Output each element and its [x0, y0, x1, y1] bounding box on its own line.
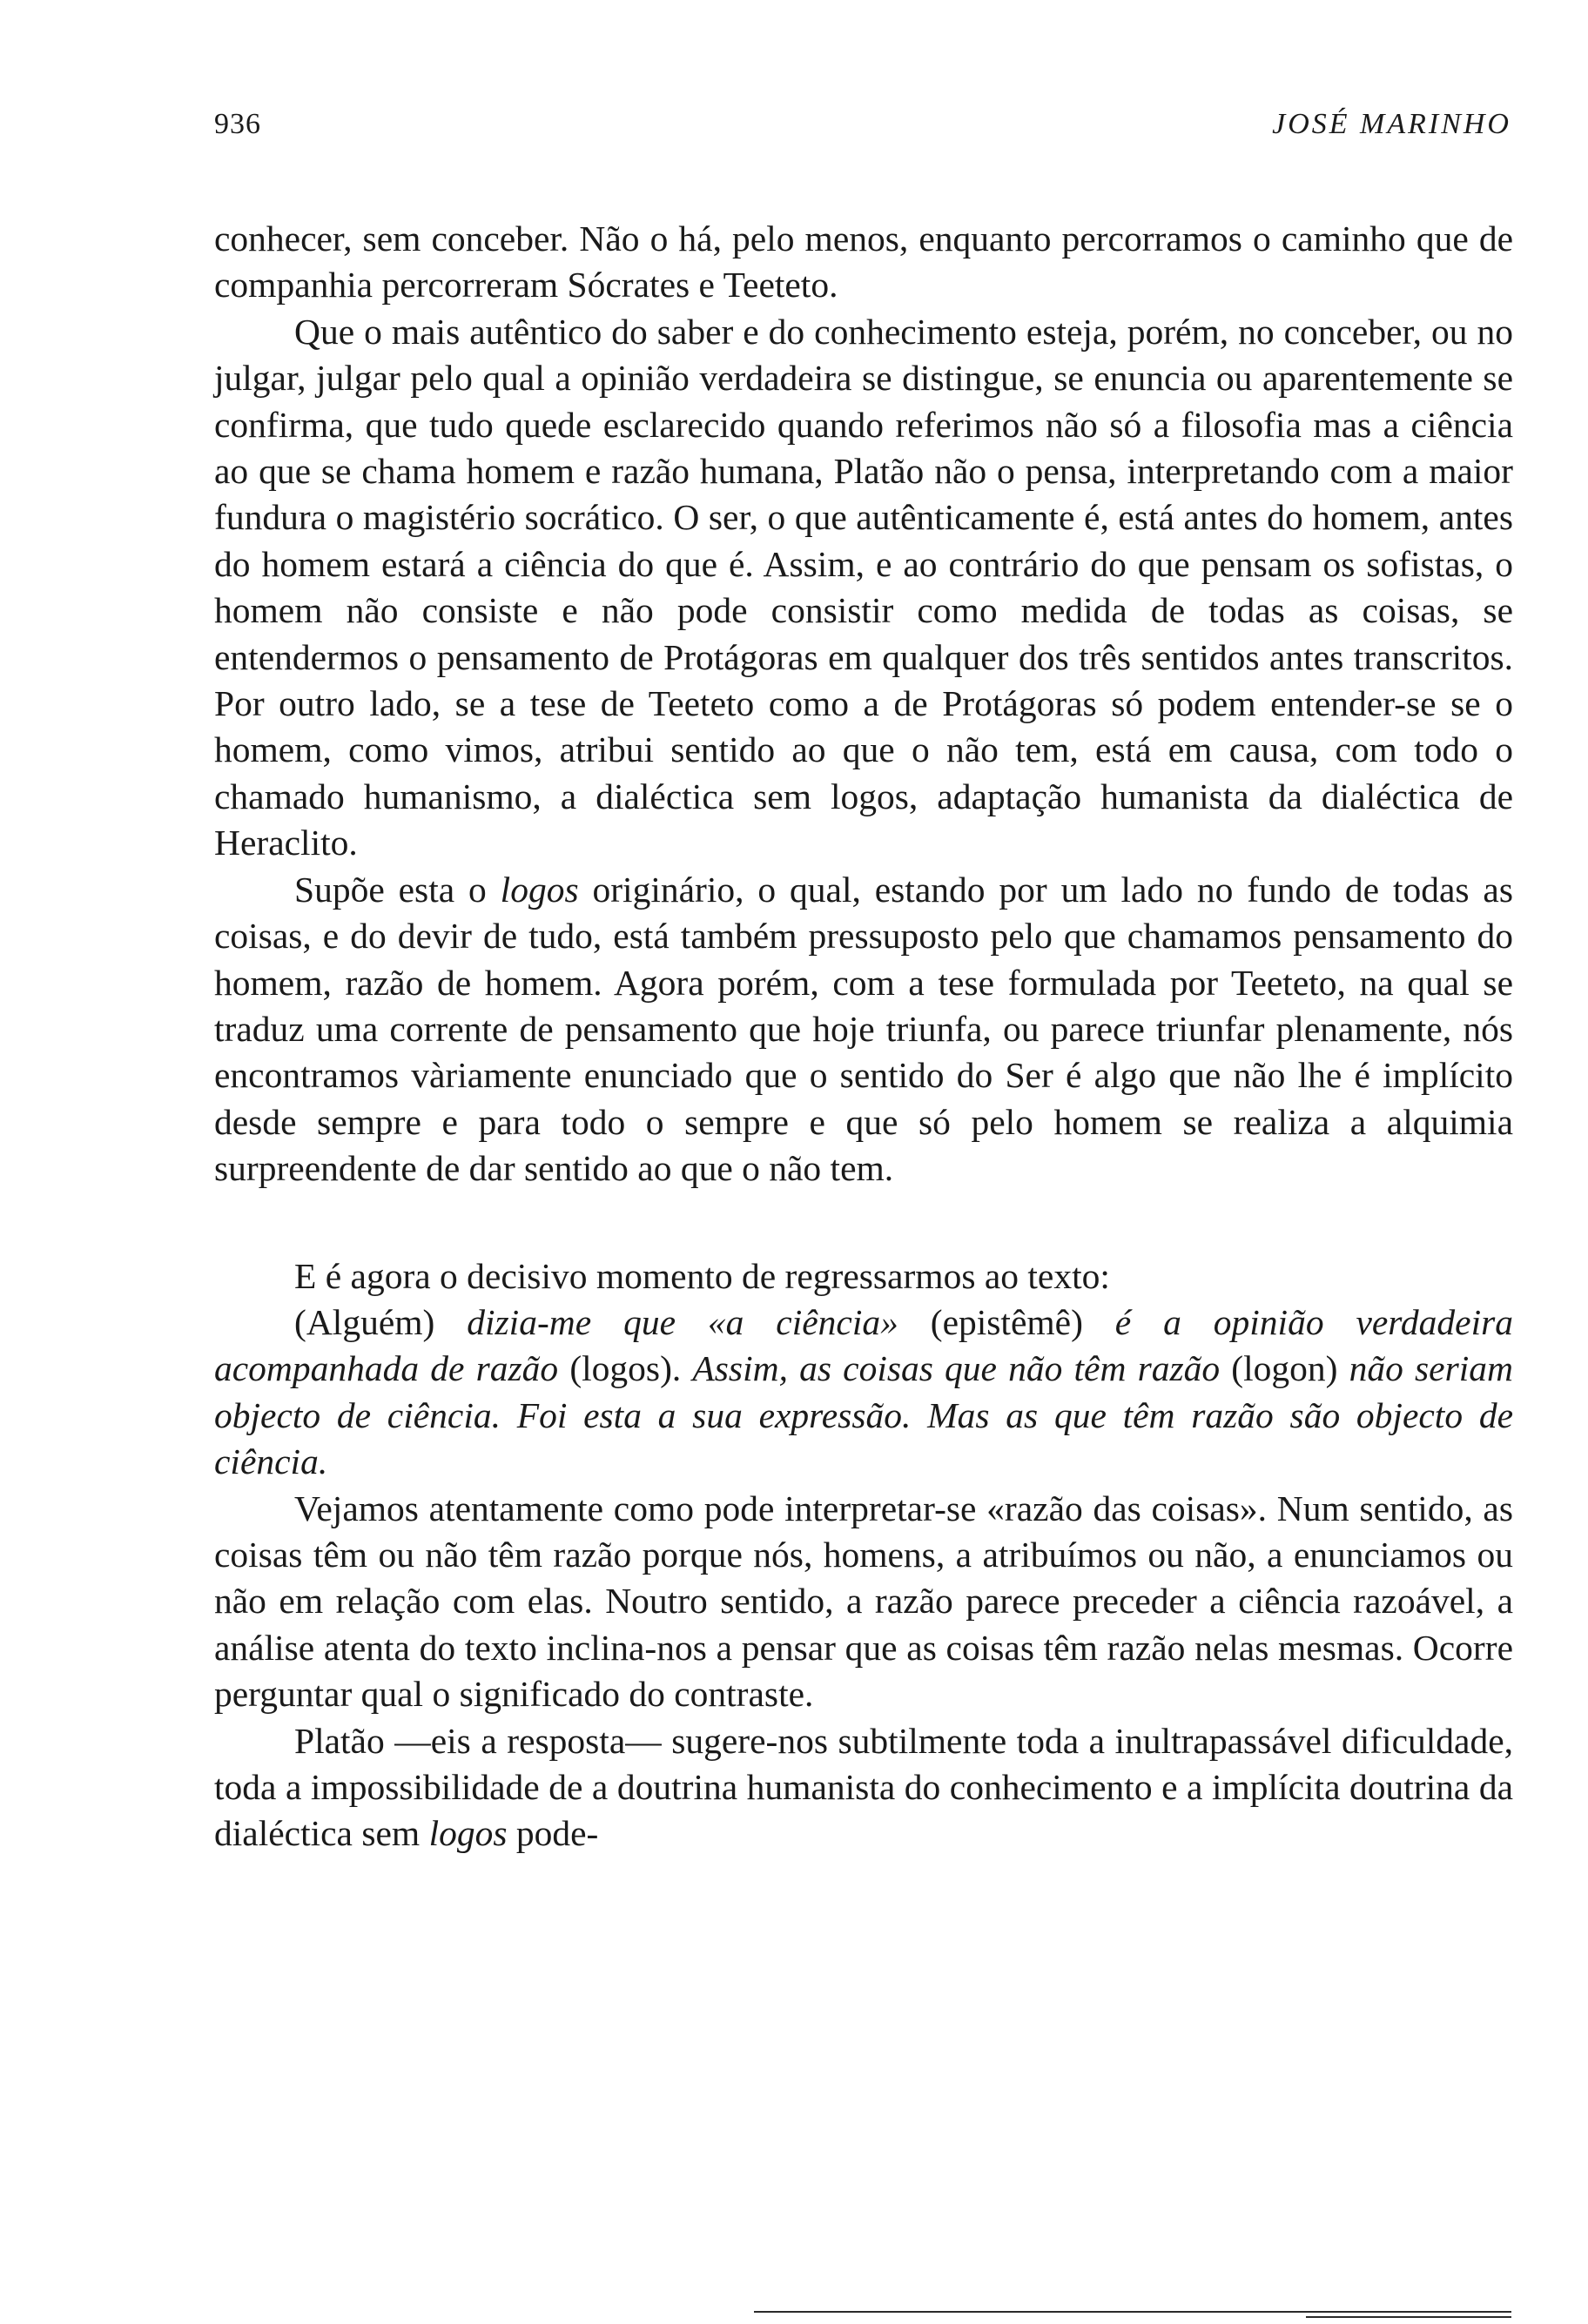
italic-run: Assim, as coisas que não têm razão [692, 1348, 1221, 1389]
text-run: (logos). [558, 1348, 693, 1389]
bottom-rule-short [1306, 2316, 1511, 2318]
paragraph: Vejamos atentamente como pode interpretar-se «razão das coisas». Num sentido, as coisas têm ou não têm razão porque nós, homens, a atribuímos ou não, a enunciamos ou não em relação com elas. Noutro sentido, a razão parece preceder a ciência razoável, a análise atenta do texto inclina-nos a pensar que as coisas têm razão nelas mesmas. Ocorre perguntar qual o significado do contraste. [214, 1488, 1513, 1715]
running-head-author: JOSÉ MARINHO [1272, 108, 1511, 140]
text-run: (epistêmê) [898, 1301, 1115, 1342]
bottom-rule [754, 2311, 1511, 2313]
paragraph [214, 867, 1513, 1192]
text-run: (Alguém) [294, 1301, 468, 1342]
italic-run: dizia-me que «a ciência» [467, 1301, 898, 1342]
italic-run: é a opinião verdadeira acompanhada de razão [214, 1301, 1514, 1389]
text-run: originário, o qual, estando por um lado no fundo de todas as coisas, e do devir de tudo, está também pressuposto pelo que chamamos pensamento do homem, razão de homem. Agora porém, com a tese formulada por Teeteto, na qual se traduz uma corrente de pensamento que hoje triunfa, ou parece triunfar plenamente, nós encontramos vàriamente enunciado que o sentido do Ser é algo que não lhe é implícito desde sempre e para todo o sempre e que só pelo homem se realiza a alquimia surpreendente de dar sentido ao que o não tem. [214, 869, 1513, 1189]
running-head [214, 108, 1511, 151]
page-number: 936 [214, 108, 261, 140]
paragraph [214, 1718, 1513, 1857]
text-run: Platão —eis a resposta— sugere-nos subtilmente toda a inultrapassável dificuldade, toda a impossibilidade de a doutrina humanista do conhecimento e a implícita doutrina da dialéctica sem [214, 1720, 1513, 1854]
text-run: (logon) [1220, 1348, 1349, 1389]
paragraph-continuation: conhecer, sem conceber. Não o há, pelo menos, enquanto percorramos o caminho que de companhia percorreram Sócrates e Teeteto. [214, 218, 1513, 306]
block-quote [214, 1300, 1513, 1486]
text-run: Supõe esta o [294, 869, 501, 910]
italic-run: não seriam objecto de ciência. Foi esta a sua expressão. Mas as que têm razão são objecto de ciência. [214, 1348, 1513, 1482]
paragraph: Que o mais autêntico do saber e do conhecimento esteja, porém, no conceber, ou no julgar, julgar pelo qual a opinião verdadeira se distingue, se enuncia ou aparentemente se confirma, que tudo quede esclarecido quando referimos não só a filosofia mas a ciência ao que se chama homem e razão humana, Platão não o pensa, interpretando com a maior fundura o magistério socrático. O ser, o que autênticamente é, está antes do homem, antes do homem estará a ciência do que é. Assim, e ao contrário do que pensam os sofistas, o homem não consiste e não pode consistir como medida de todas as coisas, se entendermos o pensamento de Protágoras em qualquer dos três sentidos antes transcritos. Por outro lado, se a tese de Teeteto como a de Protágoras só podem entender-se se o homem, como vimos, atribui sentido ao que o não tem, está em causa, com todo o chamado humanismo, a dialéctica sem logos, adaptação humanista da dialéctica de Heraclito. [214, 311, 1513, 863]
text-run: pode- [507, 1813, 599, 1854]
body-text [214, 216, 1513, 1857]
italic-term: logos [500, 869, 579, 910]
paragraph: E é agora o decisivo momento de regressarmos ao texto: [294, 1255, 1110, 1296]
italic-term: logos [428, 1813, 508, 1854]
